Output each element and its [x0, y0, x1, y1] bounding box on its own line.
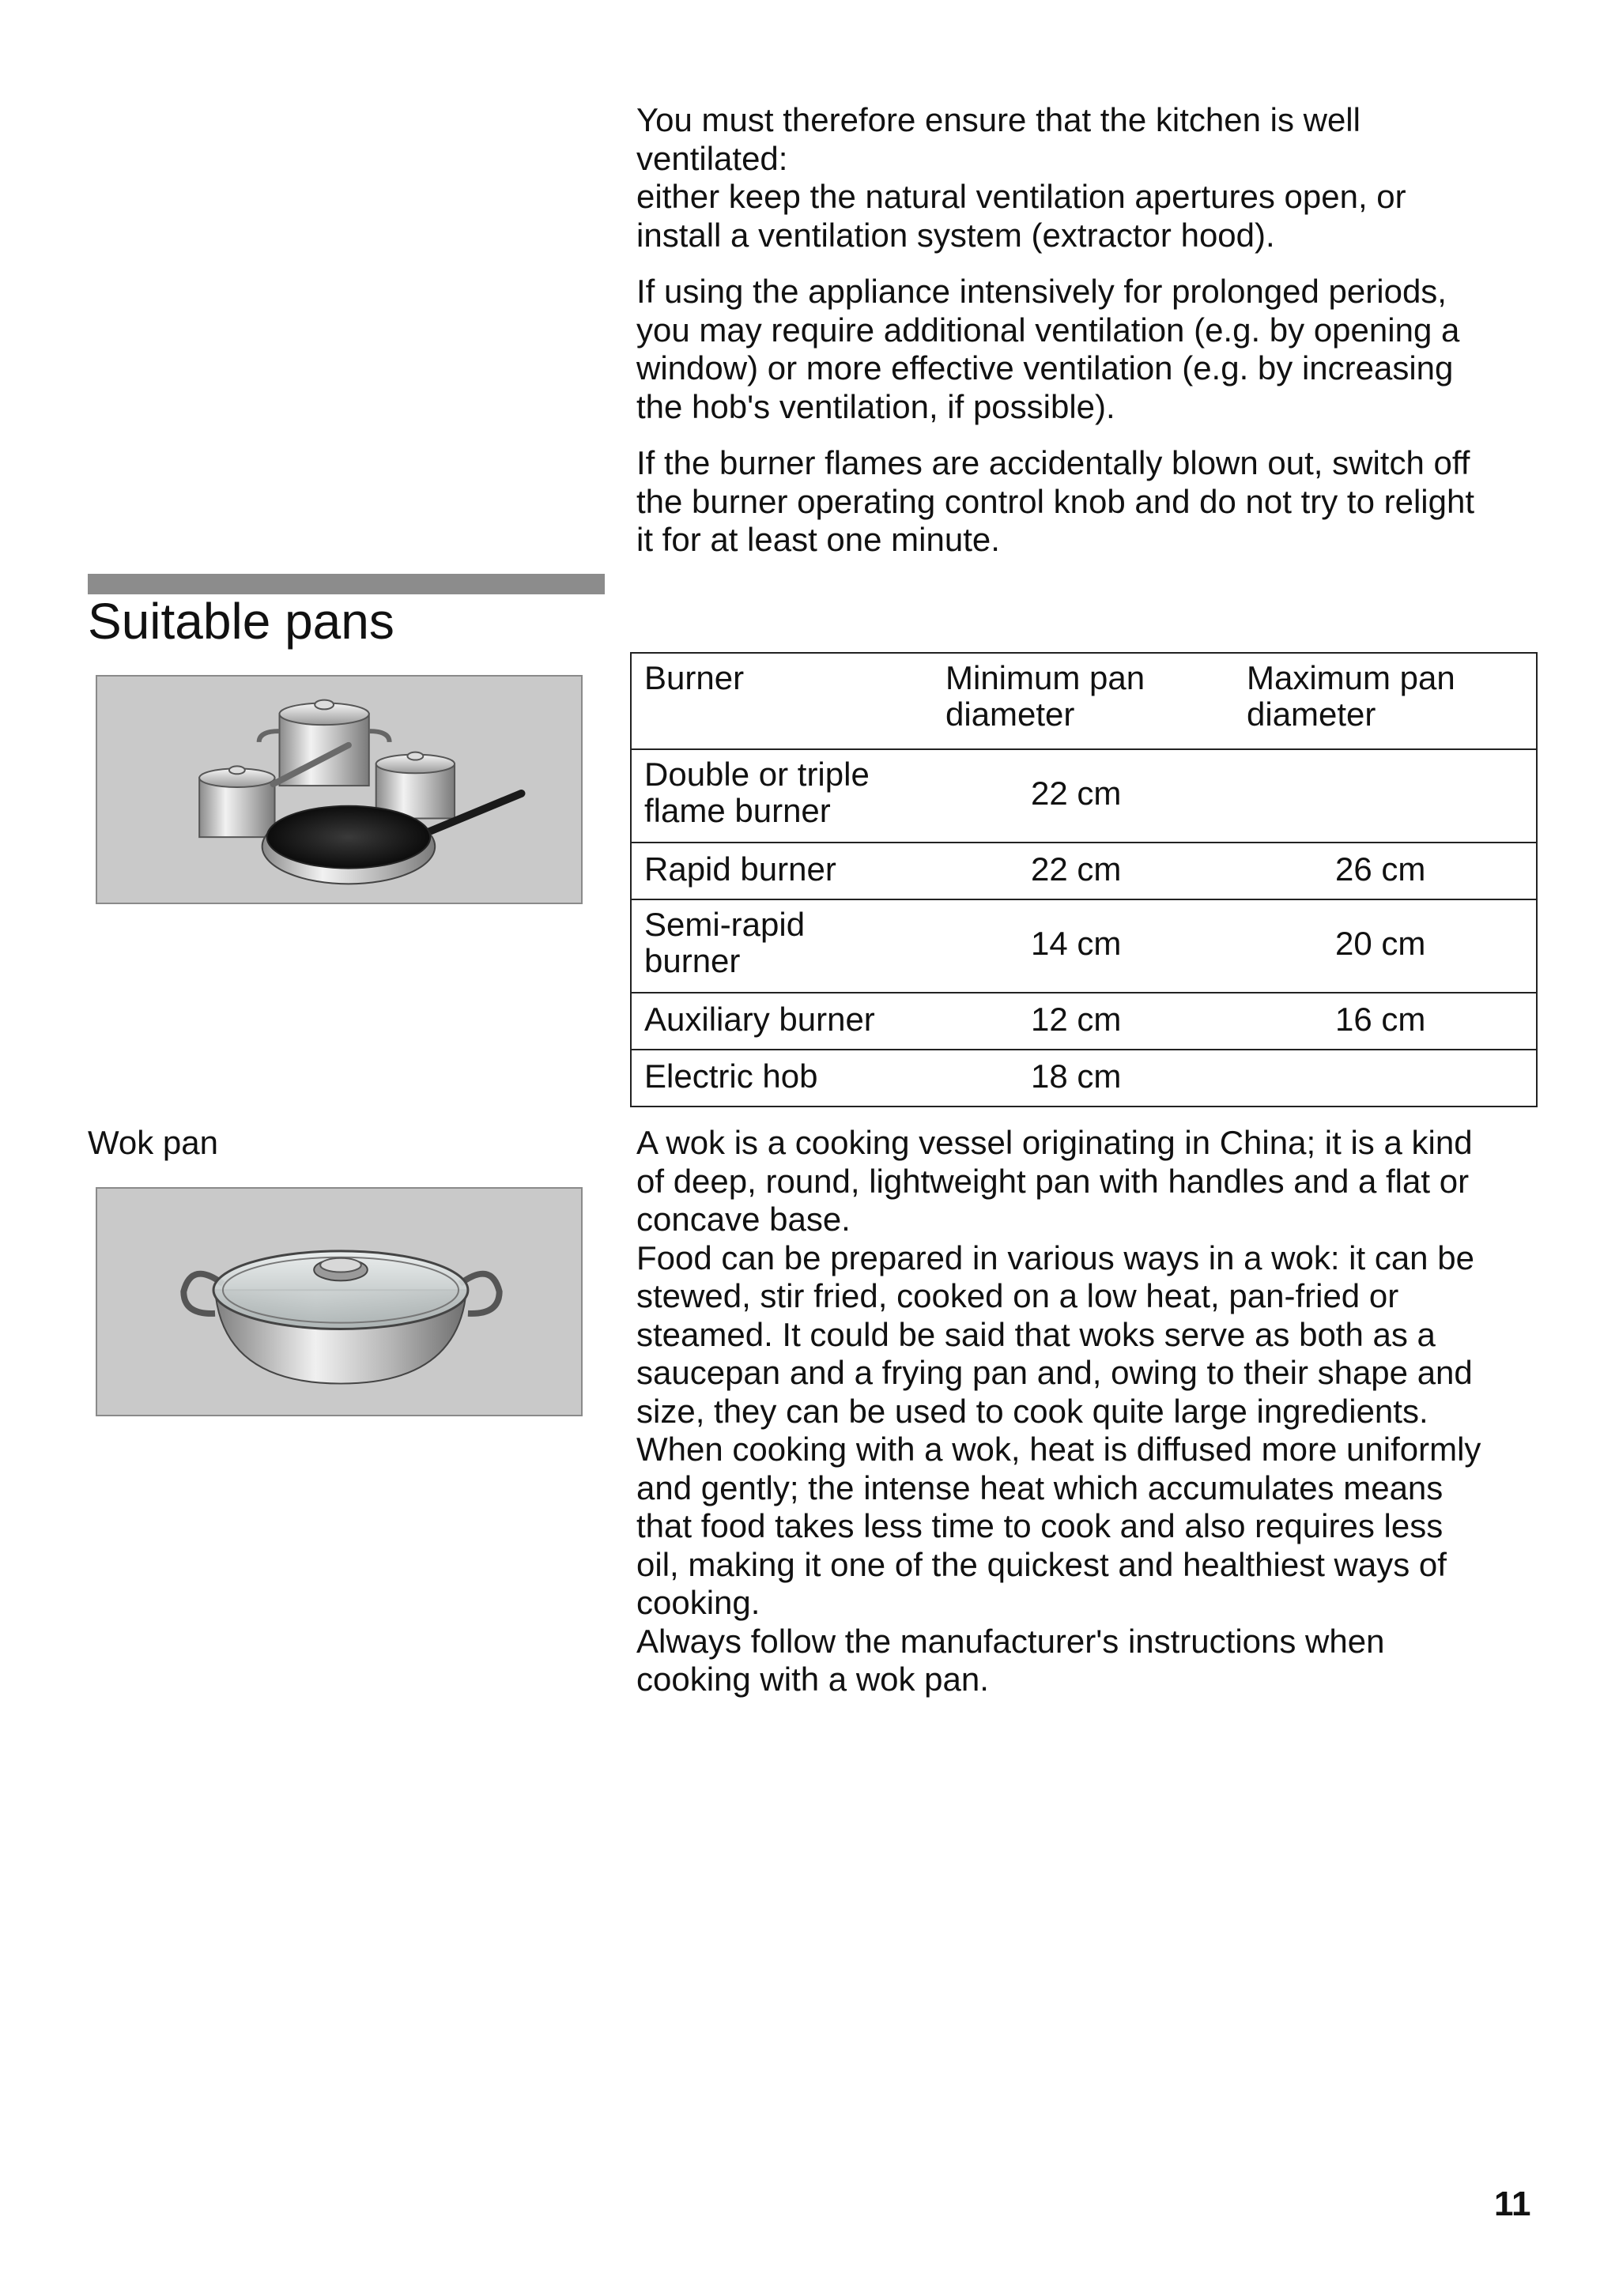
- min-diameter: 22 cm: [1031, 850, 1122, 888]
- table-row: [632, 992, 1536, 1049]
- table-header-row: [632, 654, 1536, 748]
- text-line: it for at least one minute.: [636, 521, 1000, 558]
- max-diameter: 20 cm: [1335, 925, 1426, 962]
- text-line: and gently; the intense heat which accumulates means: [636, 1468, 1444, 1506]
- table-row: [632, 1049, 1536, 1106]
- min-diameter: 22 cm: [1031, 775, 1122, 812]
- text-line: cooking.: [636, 1584, 760, 1621]
- min-diameter: 14 cm: [1031, 925, 1122, 962]
- cell-text: Rapid burner: [644, 850, 836, 888]
- burner-name: [644, 1001, 875, 1038]
- burner-name: [644, 907, 805, 979]
- text-line: Always follow the manufacturer's instructions when: [636, 1622, 1385, 1660]
- text-line: oil, making it one of the quickest and healthiest ways of: [636, 1545, 1447, 1583]
- text-line: You must therefore ensure that the kitchen is well: [636, 101, 1360, 138]
- burner-name: [644, 851, 836, 888]
- text-line: When cooking with a wok, heat is diffused more uniformly: [636, 1431, 1481, 1468]
- cell-text: Electric hob: [644, 1058, 818, 1095]
- header-text: Maximum pan: [1247, 659, 1455, 696]
- prolonged-use-paragraph: [636, 273, 1538, 426]
- page-number: 11: [1494, 2185, 1531, 2223]
- text-line: you may require additional ventilation (e.g. by opening a: [636, 311, 1460, 349]
- text-line: concave base.: [636, 1201, 851, 1238]
- header-max-diameter: [1247, 660, 1455, 733]
- text-line: the burner operating control knob and do not try to relight: [636, 482, 1475, 520]
- header-text: Burner: [644, 659, 745, 696]
- max-diameter: 16 cm: [1335, 1001, 1426, 1038]
- wok-image: [97, 1189, 581, 1415]
- header-min-diameter: [945, 660, 1145, 733]
- text-line: ventilated:: [636, 139, 788, 177]
- cell-text: Double or triple: [644, 756, 870, 793]
- max-diameter: 26 cm: [1335, 850, 1426, 888]
- wok-description: [636, 1124, 1538, 1699]
- wok-pan-label: Wok pan: [88, 1124, 218, 1161]
- flame-out-paragraph: [636, 444, 1538, 560]
- burner-name: [644, 1058, 817, 1095]
- text-line: of deep, round, lightweight pan with handles and a flat or: [636, 1162, 1470, 1200]
- section-title: Suitable pans: [88, 593, 394, 650]
- cell-text: Auxiliary burner: [644, 1001, 875, 1038]
- text-line: Food can be prepared in various ways in a wok: it can be: [636, 1238, 1474, 1276]
- table-row: [632, 748, 1536, 842]
- table-row: [632, 899, 1536, 992]
- text-line: stewed, stir fried, cooked on a low heat, pan-fried or: [636, 1277, 1399, 1314]
- cookware-illustration: [96, 675, 583, 904]
- text-line: window) or more effective ventilation (e.g. by increasing: [636, 349, 1454, 386]
- text-line: If using the appliance intensively for prolonged periods,: [636, 273, 1447, 310]
- text-line: that food takes less time to cook and also requires less: [636, 1507, 1444, 1544]
- table-row: [632, 842, 1536, 899]
- burner-name: [644, 756, 870, 829]
- text-line: If the burner flames are accidentally blown out, switch off: [636, 444, 1470, 481]
- header-text: diameter: [945, 696, 1075, 733]
- cell-text: flame burner: [644, 792, 831, 829]
- text-line: size, they can be used to cook quite large ingredients.: [636, 1392, 1428, 1430]
- header-text: diameter: [1247, 696, 1376, 733]
- wok-paragraph: [636, 1124, 1538, 1699]
- min-diameter: 12 cm: [1031, 1001, 1122, 1038]
- cookware-image: [97, 677, 581, 903]
- wok-illustration: [96, 1187, 583, 1416]
- cell-text: burner: [644, 942, 741, 979]
- cell-text: Semi-rapid: [644, 906, 806, 943]
- text-line: cooking with a wok pan.: [636, 1661, 989, 1698]
- header-burner: [644, 660, 744, 696]
- min-diameter: 18 cm: [1031, 1058, 1122, 1095]
- intro-text: [636, 101, 1538, 578]
- text-line: the hob's ventilation, if possible).: [636, 387, 1115, 425]
- ventilation-paragraph: [636, 101, 1538, 254]
- text-line: install a ventilation system (extractor hood).: [636, 216, 1275, 254]
- header-text: Minimum pan: [945, 659, 1145, 696]
- text-line: steamed. It could be said that woks serve as both as a: [636, 1315, 1436, 1353]
- pan-diameter-table: [630, 652, 1538, 1107]
- text-line: saucepan and a frying pan and, owing to their shape and: [636, 1354, 1473, 1391]
- text-line: A wok is a cooking vessel originating in China; it is a kind: [636, 1124, 1473, 1161]
- text-line: either keep the natural ventilation apertures open, or: [636, 178, 1406, 215]
